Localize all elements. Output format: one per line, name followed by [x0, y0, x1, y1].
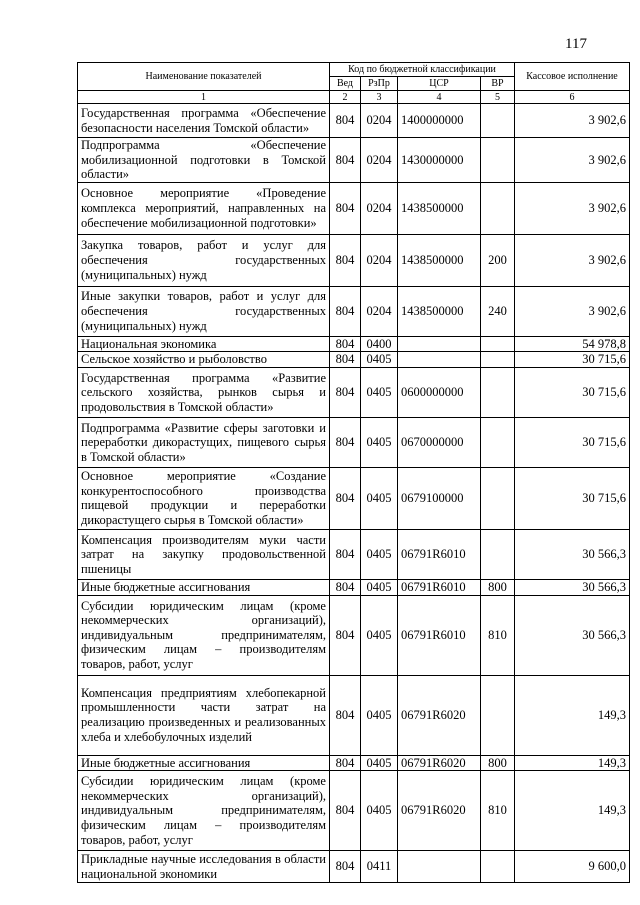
row-rzpr: 0204: [361, 234, 398, 286]
row-csr: 06791R6020: [398, 675, 481, 755]
row-ved: 804: [330, 336, 361, 352]
row-csr: 1430000000: [398, 138, 481, 183]
row-ved: 804: [330, 138, 361, 183]
row-csr: 1400000000: [398, 104, 481, 138]
table-row: [78, 771, 630, 851]
row-name: Закупка товаров, работ и услуг для обеспечения государственных (муниципальных) нужд: [78, 234, 330, 286]
col-number: 6: [515, 91, 630, 104]
row-rzpr: 0405: [361, 595, 398, 675]
row-csr: [398, 352, 481, 368]
header-code-group: Код по бюджетной классификации: [330, 63, 515, 77]
row-name: Иные бюджетные ассигнования: [78, 755, 330, 771]
row-csr: 1438500000: [398, 286, 481, 336]
row-amount: 30 715,6: [515, 367, 630, 417]
row-name: Субсидии юридическим лицам (кроме некоммерческих организаций), индивидуальным предпринимателям, физическим лицам – производителям товаров, работ, услуг: [78, 595, 330, 675]
row-amount: 149,3: [515, 755, 630, 771]
row-ved: 804: [330, 675, 361, 755]
row-name: Прикладные научные исследования в области национальной экономики: [78, 851, 330, 883]
row-vr: [481, 367, 515, 417]
row-ved: 804: [330, 529, 361, 579]
row-rzpr: 0405: [361, 771, 398, 851]
row-ved: 804: [330, 579, 361, 595]
row-csr: [398, 336, 481, 352]
row-amount: 30 566,3: [515, 595, 630, 675]
row-ved: 804: [330, 104, 361, 138]
table-row: [78, 138, 630, 183]
table-row: [78, 182, 630, 234]
row-rzpr: 0405: [361, 467, 398, 529]
row-csr: 06791R6020: [398, 755, 481, 771]
row-name: Национальная экономика: [78, 336, 330, 352]
row-ved: 804: [330, 352, 361, 368]
row-vr: [481, 336, 515, 352]
row-rzpr: 0405: [361, 675, 398, 755]
row-name: Подпрограмма «Обеспечение мобилизационной подготовки в Томской области»: [78, 138, 330, 183]
col-number: 2: [330, 91, 361, 104]
row-name: Иные закупки товаров, работ и услуг для обеспечения государственных (муниципальных) нужд: [78, 286, 330, 336]
row-rzpr: 0405: [361, 417, 398, 467]
row-vr: [481, 467, 515, 529]
table-row: [78, 467, 630, 529]
row-name: Компенсация предприятиям хлебопекарной промышленности части затрат на реализацию произведенных и реализованных хлеба и хлебобулочных изделий: [78, 675, 330, 755]
header-vr: ВР: [481, 77, 515, 91]
table-row: [78, 529, 630, 579]
row-name: Субсидии юридическим лицам (кроме некоммерческих организаций), индивидуальным предпринимателям, физическим лицам – производителям товаров, работ, услуг: [78, 771, 330, 851]
row-name: Компенсация производителям муки части затрат на закупку продовольственной пшеницы: [78, 529, 330, 579]
header-csr: ЦСР: [398, 77, 481, 91]
row-rzpr: 0400: [361, 336, 398, 352]
row-rzpr: 0405: [361, 367, 398, 417]
table-row: [78, 595, 630, 675]
row-vr: 810: [481, 595, 515, 675]
row-csr: 0679100000: [398, 467, 481, 529]
row-ved: 804: [330, 771, 361, 851]
col-number: 1: [78, 91, 330, 104]
col-number: 4: [398, 91, 481, 104]
row-name: Иные бюджетные ассигнования: [78, 579, 330, 595]
page-number: 117: [565, 36, 587, 52]
row-vr: [481, 529, 515, 579]
row-rzpr: 0411: [361, 851, 398, 883]
table-row: [78, 234, 630, 286]
row-ved: 804: [330, 851, 361, 883]
row-rzpr: 0405: [361, 529, 398, 579]
row-vr: 800: [481, 755, 515, 771]
row-ved: 804: [330, 417, 361, 467]
row-rzpr: 0204: [361, 286, 398, 336]
row-csr: 06791R6010: [398, 595, 481, 675]
row-amount: 30 715,6: [515, 352, 630, 368]
row-amount: 30 566,3: [515, 579, 630, 595]
row-vr: [481, 104, 515, 138]
row-name: Государственная программа «Развитие сельского хозяйства, рынков сырья и продовольствия в Томской области»: [78, 367, 330, 417]
row-amount: 54 978,8: [515, 336, 630, 352]
table-row: [78, 675, 630, 755]
row-vr: [481, 352, 515, 368]
table-row: [78, 286, 630, 336]
row-vr: [481, 851, 515, 883]
row-vr: 800: [481, 579, 515, 595]
row-name: Сельское хозяйство и рыболовство: [78, 352, 330, 368]
table-row: [78, 417, 630, 467]
table-row: [78, 104, 630, 138]
row-rzpr: 0405: [361, 352, 398, 368]
row-ved: 804: [330, 367, 361, 417]
row-amount: 3 902,6: [515, 138, 630, 183]
row-rzpr: 0405: [361, 755, 398, 771]
table-row: [78, 851, 630, 883]
column-number-row: [78, 91, 630, 104]
row-amount: 149,3: [515, 675, 630, 755]
row-ved: 804: [330, 755, 361, 771]
table-row: [78, 336, 630, 352]
row-amount: 30 715,6: [515, 417, 630, 467]
header-name: Наименование показателей: [78, 63, 330, 91]
row-csr: 1438500000: [398, 234, 481, 286]
header-amount: Кассовое исполнение: [515, 63, 630, 91]
table-row: [78, 352, 630, 368]
row-csr: 06791R6020: [398, 771, 481, 851]
row-vr: 810: [481, 771, 515, 851]
row-amount: 3 902,6: [515, 286, 630, 336]
row-csr: 06791R6010: [398, 579, 481, 595]
table-row: [78, 755, 630, 771]
row-csr: [398, 851, 481, 883]
row-vr: [481, 182, 515, 234]
table-row: [78, 579, 630, 595]
row-rzpr: 0204: [361, 182, 398, 234]
table-row: [78, 367, 630, 417]
row-ved: 804: [330, 467, 361, 529]
row-ved: 804: [330, 286, 361, 336]
col-number: 5: [481, 91, 515, 104]
row-amount: 30 566,3: [515, 529, 630, 579]
row-name: Основное мероприятие «Проведение комплекса мероприятий, направленных на обеспечение мобилизационной подготовки»: [78, 182, 330, 234]
row-ved: 804: [330, 234, 361, 286]
row-name: Основное мероприятие «Создание конкурентоспособного производства пищевой продукции и переработки дикорастущего сырья в Томской области»: [78, 467, 330, 529]
row-name: Государственная программа «Обеспечение безопасности населения Томской области»: [78, 104, 330, 138]
row-vr: 240: [481, 286, 515, 336]
row-vr: [481, 138, 515, 183]
row-amount: 9 600,0: [515, 851, 630, 883]
row-amount: 149,3: [515, 771, 630, 851]
row-rzpr: 0204: [361, 104, 398, 138]
row-rzpr: 0405: [361, 579, 398, 595]
row-csr: 06791R6010: [398, 529, 481, 579]
row-vr: [481, 675, 515, 755]
row-amount: 3 902,6: [515, 104, 630, 138]
row-amount: 3 902,6: [515, 234, 630, 286]
row-amount: 3 902,6: [515, 182, 630, 234]
row-amount: 30 715,6: [515, 467, 630, 529]
row-csr: 0670000000: [398, 417, 481, 467]
row-name: Подпрограмма «Развитие сферы заготовки и переработки дикорастущих, пищевого сырья в Томской области»: [78, 417, 330, 467]
row-vr: 200: [481, 234, 515, 286]
row-rzpr: 0204: [361, 138, 398, 183]
col-number: 3: [361, 91, 398, 104]
table-body: [78, 104, 630, 883]
row-ved: 804: [330, 182, 361, 234]
row-csr: 0600000000: [398, 367, 481, 417]
row-vr: [481, 417, 515, 467]
header-rzpr: РзПр: [361, 77, 398, 91]
row-csr: 1438500000: [398, 182, 481, 234]
header-ved: Вед: [330, 77, 361, 91]
row-ved: 804: [330, 595, 361, 675]
budget-execution-table: [77, 62, 630, 883]
